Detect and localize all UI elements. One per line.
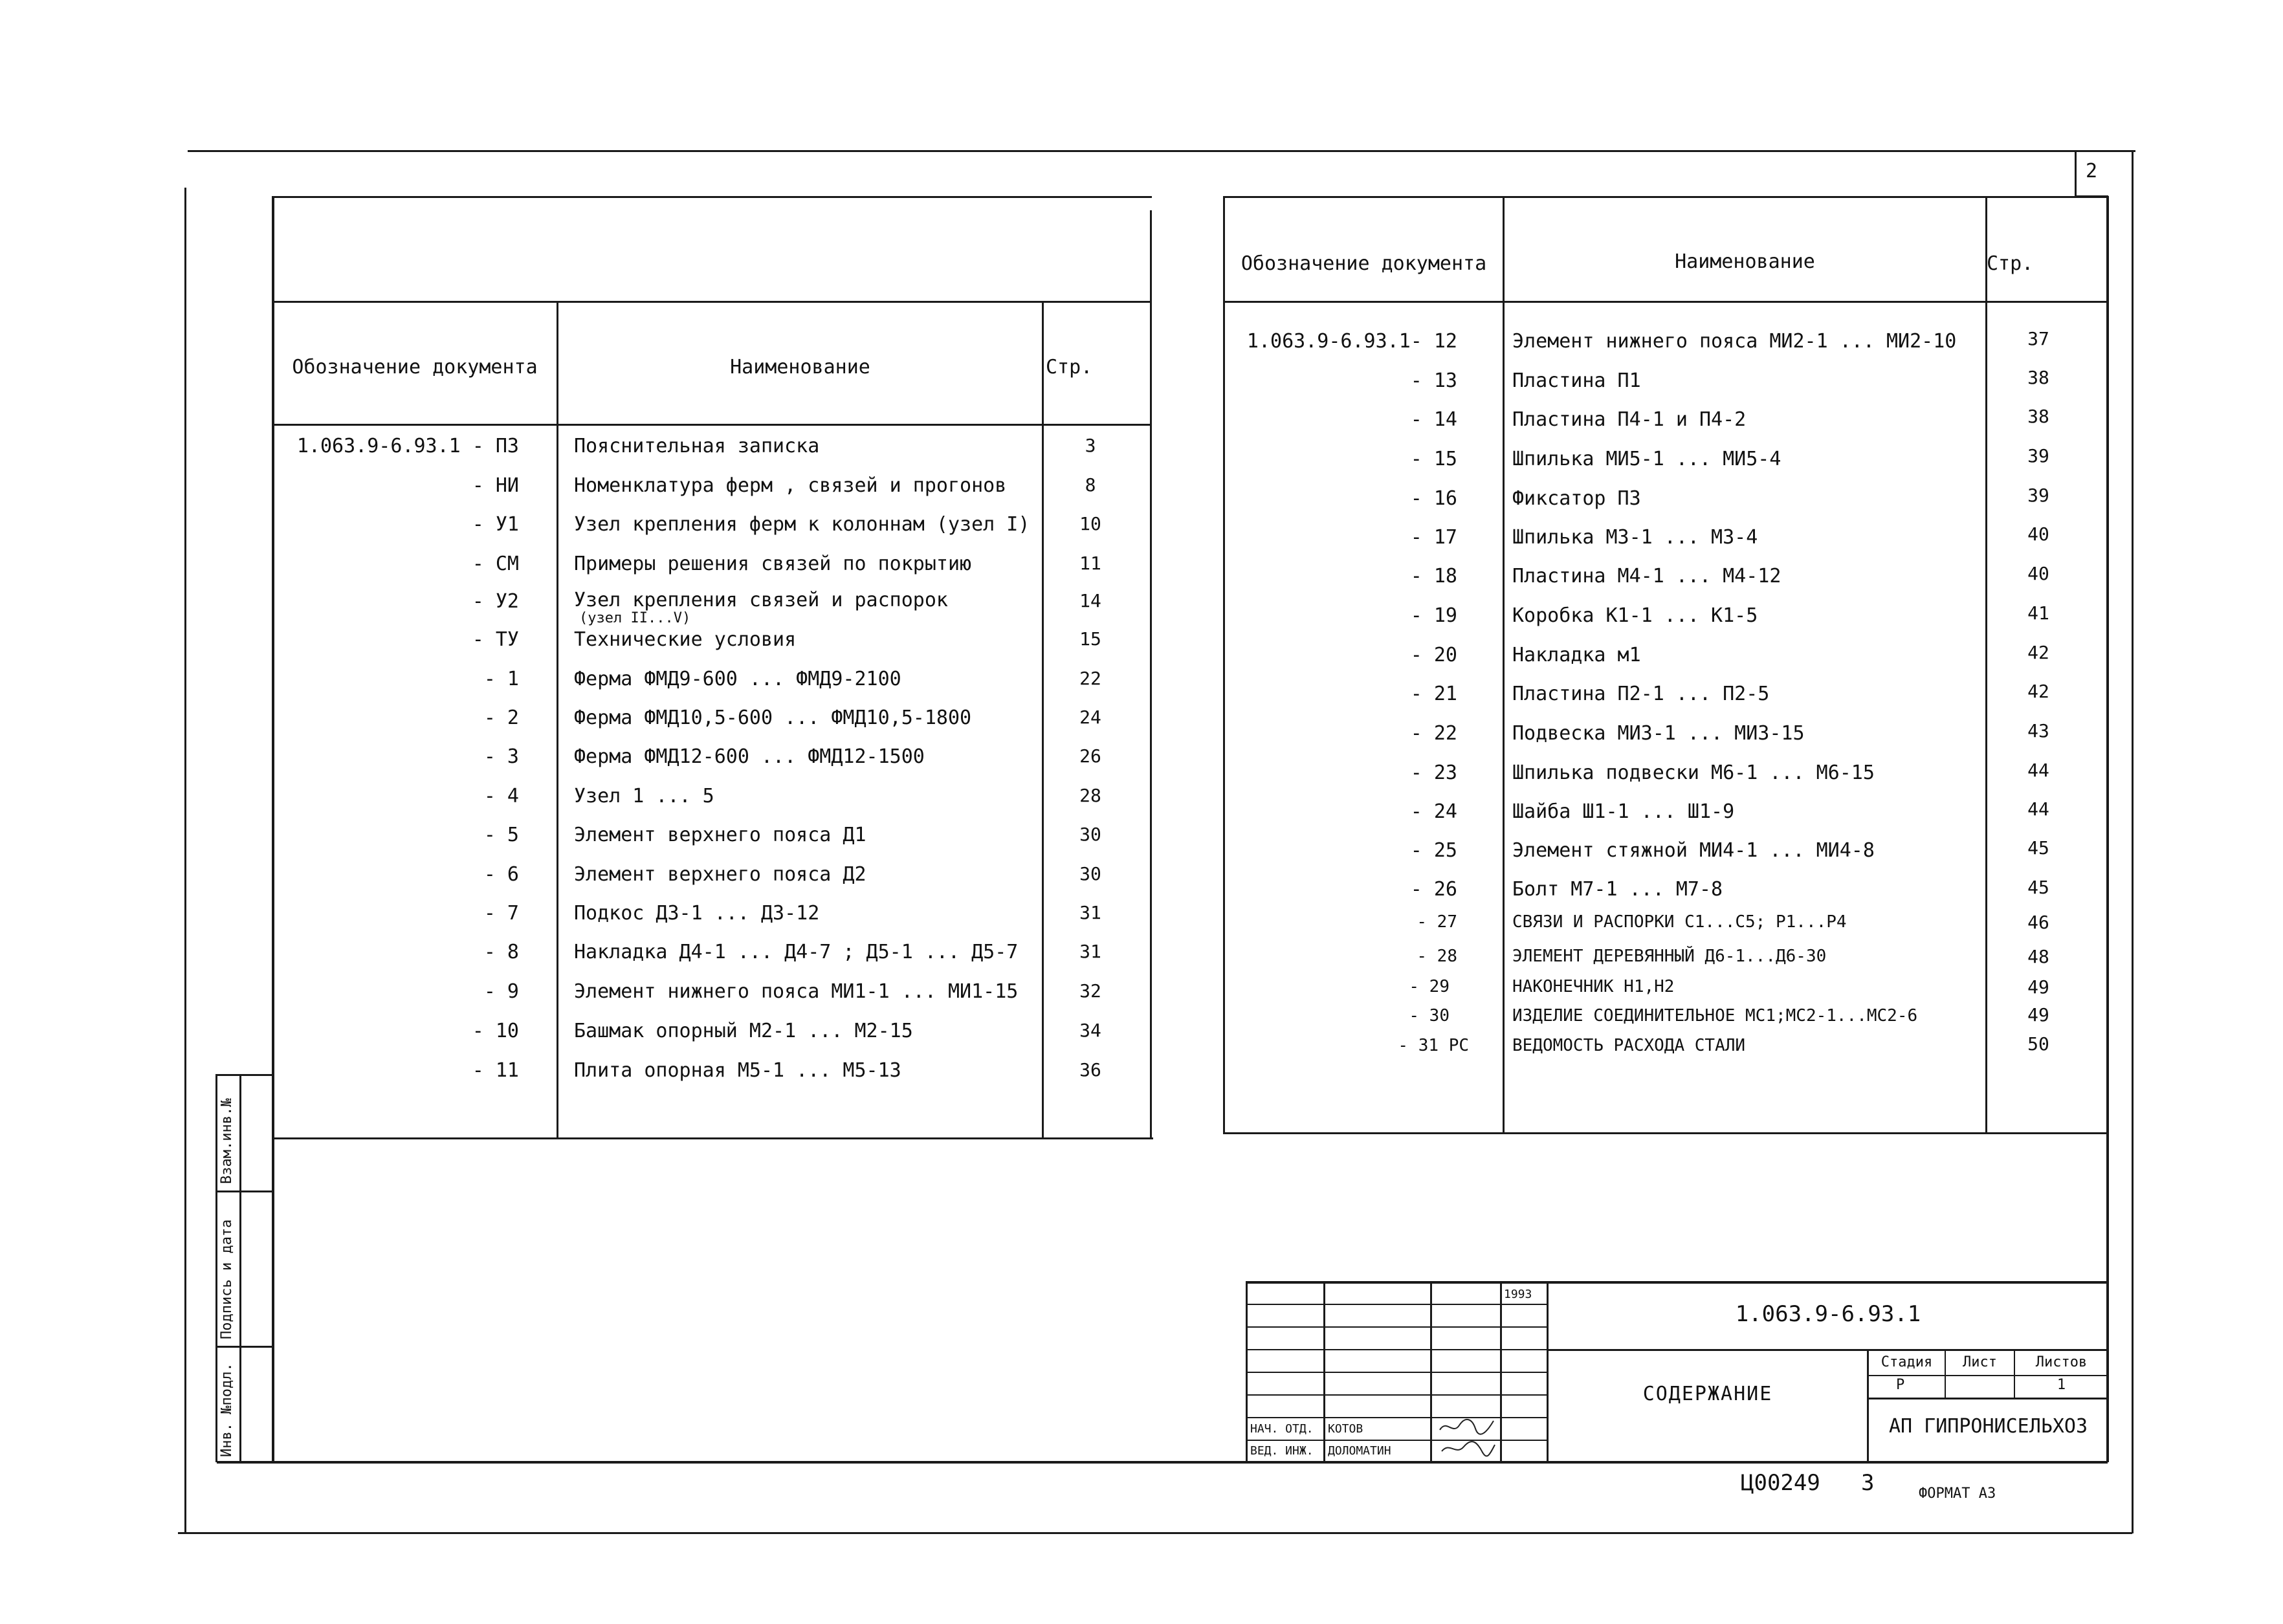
- right-row-designation: - 25: [1410, 839, 1457, 862]
- right-row-name: Болт М7-1 ... М7-8: [1512, 878, 1723, 901]
- right-row-name: Пластина М4-1 ... М4-12: [1512, 565, 1781, 587]
- year: 1993: [1504, 1288, 1532, 1301]
- left-row-name: Узел крепления ферм к колоннам (узел I): [574, 513, 1030, 536]
- right-row-designation: - 20: [1410, 644, 1457, 666]
- right-row-designation: - 13: [1410, 369, 1457, 392]
- right-row-page: 41: [2027, 602, 2049, 624]
- left-row-page: 26: [1079, 745, 1101, 767]
- right-row-name: НАКОНЕЧНИК Н1,Н2: [1512, 977, 1675, 996]
- right-row-name: ИЗДЕЛИЕ СОЕДИНИТЕЛЬНОЕ МС1;МС2-1...МС2-6: [1512, 1006, 1918, 1026]
- signature-role: ВЕД. ИНЖ.: [1250, 1444, 1314, 1458]
- signature-role: НАЧ. ОТД.: [1250, 1422, 1314, 1436]
- left-row-name: Примеры решения связей по покрытию: [574, 553, 972, 575]
- left-row-page: 31: [1079, 941, 1101, 962]
- right-row-name: Пластина П1: [1512, 369, 1641, 392]
- left-row-name: Элемент нижнего пояса МИ1-1 ... МИ1-15: [574, 980, 1019, 1003]
- right-row-designation: - 15: [1410, 448, 1457, 470]
- right-row-designation: - 14: [1410, 408, 1457, 431]
- stage-label: Стадия: [1880, 1354, 1933, 1370]
- left-row-page: 32: [1079, 980, 1101, 1002]
- left-row-page: 31: [1079, 902, 1101, 923]
- left-row-designation: - 7: [483, 902, 519, 925]
- left-header-designation: Обозначение документа: [292, 356, 538, 379]
- left-row-name: Узел крепления связей и распорок: [574, 589, 948, 611]
- right-row-page: 42: [2027, 642, 2049, 663]
- outer-frame-top: [188, 150, 2135, 152]
- left-row-designation: - У1: [472, 513, 519, 536]
- right-header-designation: Обозначение документа: [1241, 252, 1487, 275]
- left-row-designation: - 2: [483, 707, 519, 729]
- right-row-designation: - 28: [1417, 947, 1457, 966]
- right-row-name: Элемент нижнего пояса МИ2-1 ... МИ2-10: [1512, 330, 1957, 353]
- right-row-designation: - 27: [1417, 912, 1457, 932]
- left-row-designation: - 3: [483, 745, 519, 768]
- left-row-page: 28: [1079, 785, 1101, 806]
- right-row-designation: - 22: [1410, 722, 1457, 745]
- organization: АП ГИПРОНИСЕЛЬХОЗ: [1888, 1415, 2088, 1438]
- right-row-designation: - 24: [1410, 800, 1457, 823]
- right-row-page: 49: [2027, 976, 2049, 998]
- left-row-designation: - 5: [483, 824, 519, 846]
- right-row-page: 40: [2027, 563, 2049, 584]
- right-row-designation: - 18: [1410, 565, 1457, 587]
- left-row-name: Элемент верхнего пояса Д1: [574, 824, 866, 846]
- left-row-name: Элемент верхнего пояса Д2: [574, 863, 866, 886]
- sheet-label: Лист: [1963, 1354, 1997, 1370]
- inner-frame-left: [272, 196, 274, 1462]
- signature-scribble: [1437, 1416, 1498, 1460]
- right-row-page: 38: [2027, 406, 2049, 427]
- left-row-designation: - 1: [483, 668, 519, 690]
- left-row-designation: 1.063.9-6.93.1 - ПЗ: [296, 435, 519, 457]
- inner-frame-bottom: [217, 1461, 2108, 1464]
- left-row-name: Башмак опорный М2-1 ... М2-15: [574, 1020, 913, 1042]
- right-row-name: ЭЛЕМЕНТ ДЕРЕВЯННЫЙ Д6-1...Д6-30: [1512, 947, 1827, 966]
- right-row-page: 38: [2027, 367, 2049, 388]
- sheets-label: Листов: [2035, 1354, 2088, 1370]
- left-row-page: 14: [1079, 590, 1101, 611]
- left-row-designation: - 4: [483, 785, 519, 807]
- left-row-page: 11: [1079, 553, 1101, 574]
- signature-name: ДОЛОМАТИН: [1328, 1444, 1391, 1458]
- side-stamp-cell: Подпись и дата: [219, 1219, 235, 1339]
- left-row-page: 36: [1079, 1059, 1101, 1081]
- right-row-name: ВЕДОМОСТЬ РАСХОДА СТАЛИ: [1512, 1036, 1746, 1055]
- left-row-page: 30: [1079, 824, 1101, 845]
- right-row-page: 44: [2027, 798, 2049, 820]
- right-row-page: 40: [2027, 523, 2049, 545]
- right-row-designation: - 26: [1410, 878, 1457, 901]
- left-row-designation: - ТУ: [472, 628, 519, 651]
- left-row-designation: - У2: [472, 590, 519, 613]
- archive-sheet: 3: [1861, 1470, 1875, 1496]
- left-row-name: Ферма ФМД9-600 ... ФМД9-2100: [574, 668, 901, 690]
- right-row-designation: - 19: [1410, 604, 1457, 627]
- right-row-name: Коробка К1-1 ... К1-5: [1512, 604, 1758, 627]
- side-stamp-cell: Инв. №подл.: [219, 1363, 235, 1457]
- left-row-name: Накладка Д4-1 ... Д4-7 ; Д5-1 ... Д5-7: [574, 941, 1019, 963]
- left-row-page: 8: [1085, 474, 1096, 496]
- page-number: 2: [2085, 160, 2098, 182]
- right-row-name: Пластина П4-1 и П4-2: [1512, 408, 1747, 431]
- right-row-page: 44: [2027, 760, 2049, 781]
- right-row-name: Подвеска МИ3-1 ... МИ3-15: [1512, 722, 1805, 745]
- left-row-name-sub: (узел II...V): [579, 610, 691, 626]
- right-row-page: 45: [2027, 877, 2049, 898]
- right-row-name: Накладка м1: [1512, 644, 1641, 666]
- right-row-name: Шпилька М3-1 ... М3-4: [1512, 526, 1758, 549]
- right-row-page: 43: [2027, 720, 2049, 741]
- format-label: ФОРМАТ А3: [1919, 1486, 1996, 1502]
- left-row-name: Узел 1 ... 5: [574, 785, 714, 807]
- stage-value: Р: [1896, 1377, 1905, 1393]
- left-row-designation: - 11: [472, 1059, 519, 1082]
- right-row-page: 45: [2027, 837, 2049, 859]
- document-title: СОДЕРЖАНИЕ: [1642, 1383, 1773, 1405]
- left-row-designation: - 8: [483, 941, 519, 963]
- left-row-designation: - 9: [483, 980, 519, 1003]
- right-row-page: 37: [2027, 328, 2049, 349]
- outer-frame-right: [2132, 150, 2134, 1533]
- left-row-name: Номенклатура ферм , связей и прогонов: [574, 474, 1007, 497]
- right-row-designation: - 17: [1410, 526, 1457, 549]
- right-row-designation: - 16: [1410, 487, 1457, 510]
- right-row-name: Элемент стяжной МИ4-1 ... МИ4-8: [1512, 839, 1875, 862]
- left-row-name: Технические условия: [574, 628, 797, 651]
- left-row-name: Пояснительная записка: [574, 435, 820, 457]
- left-row-designation: - НИ: [472, 474, 519, 497]
- right-row-designation: 1.063.9-6.93.1- 12: [1246, 330, 1457, 353]
- side-stamp-cell: Взам.инв.№: [219, 1098, 235, 1184]
- left-header-page: Стр.: [1046, 356, 1093, 379]
- right-row-designation: - 21: [1410, 683, 1457, 705]
- inner-frame-right: [2106, 196, 2109, 1462]
- left-row-page: 30: [1079, 863, 1101, 884]
- right-row-name: Шпилька подвески М6-1 ... М6-15: [1512, 762, 1875, 784]
- document-code: 1.063.9-6.93.1: [1735, 1301, 1921, 1327]
- right-row-page: 42: [2027, 681, 2049, 702]
- left-row-name: Ферма ФМД12-600 ... ФМД12-1500: [574, 745, 925, 768]
- left-row-page: 22: [1079, 668, 1101, 689]
- left-row-page: 10: [1079, 513, 1101, 534]
- right-row-page: 46: [2027, 912, 2049, 933]
- right-row-page: 50: [2027, 1033, 2049, 1055]
- right-row-designation: - 29: [1409, 977, 1450, 996]
- left-row-name: Плита опорная М5-1 ... М5-13: [574, 1059, 901, 1082]
- right-row-name: Шайба Ш1-1 ... Ш1-9: [1512, 800, 1735, 823]
- right-row-page: 39: [2027, 485, 2049, 506]
- left-row-page: 15: [1079, 628, 1101, 650]
- right-row-name: Фиксатор П3: [1512, 487, 1641, 510]
- right-header-name: Наименование: [1675, 250, 1815, 273]
- left-row-designation: - 10: [472, 1020, 519, 1042]
- sheets-value: 1: [2057, 1377, 2066, 1393]
- right-header-page: Стр.: [1987, 252, 2034, 275]
- left-row-page: 24: [1079, 707, 1101, 728]
- right-row-name: СВЯЗИ И РАСПОРКИ С1...С5; Р1...Р4: [1512, 912, 1847, 932]
- right-row-designation: - 23: [1410, 762, 1457, 784]
- right-row-name: Шпилька МИ5-1 ... МИ5-4: [1512, 448, 1781, 470]
- right-row-name: Пластина П2-1 ... П2-5: [1512, 683, 1770, 705]
- left-header-name: Наименование: [730, 356, 870, 379]
- right-row-designation: - 30: [1409, 1006, 1450, 1026]
- left-row-name: Ферма ФМД10,5-600 ... ФМД10,5-1800: [574, 707, 972, 729]
- outer-frame-bottom: [178, 1532, 2132, 1534]
- archive-number: Ц00249: [1741, 1470, 1820, 1496]
- right-row-page: 39: [2027, 445, 2049, 466]
- right-row-page: 48: [2027, 946, 2049, 967]
- signature-name: КОТОВ: [1328, 1422, 1363, 1436]
- right-row-designation: - 31 РС: [1398, 1036, 1469, 1055]
- left-row-name: Подкос Д3-1 ... Д3-12: [574, 902, 820, 925]
- left-row-page: 34: [1079, 1020, 1101, 1041]
- left-row-page: 3: [1085, 435, 1096, 456]
- right-row-page: 49: [2027, 1004, 2049, 1026]
- left-row-designation: - СМ: [472, 553, 519, 575]
- left-row-designation: - 6: [483, 863, 519, 886]
- outer-frame-left: [184, 188, 186, 1533]
